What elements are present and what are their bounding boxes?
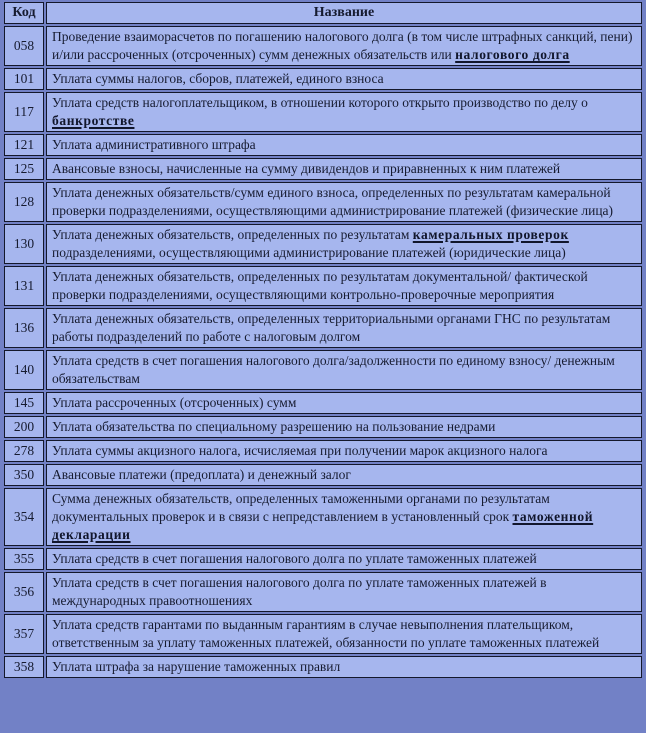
- name-text: Уплата средств гарантами по выданным гарантиям в случае невыполнения плательщиком, ответственным за уплату таможенных платежей, обязанности по уплате таможенных платежей: [52, 617, 600, 650]
- table-row: [4, 440, 642, 462]
- table-row: [4, 224, 642, 264]
- table-row: [4, 464, 642, 486]
- code-cell: 356: [4, 572, 44, 612]
- table-body: [4, 26, 642, 678]
- name-cell: [46, 26, 642, 66]
- table-row: [4, 656, 642, 678]
- name-text: Уплата денежных обязательств/сумм единого взноса, определенных по результатам камеральной проверки подразделениями, осуществляющими администрирование платежей (физические лица): [52, 185, 614, 218]
- name-cell: [46, 224, 642, 264]
- payment-codes-table: [2, 0, 644, 680]
- name-cell: [46, 308, 642, 348]
- code-cell: 121: [4, 134, 44, 156]
- name-text: Уплата суммы налогов, сборов, платежей, единого взноса: [52, 71, 384, 86]
- table-row: [4, 308, 642, 348]
- table-row: [4, 182, 642, 222]
- name-cell: [46, 464, 642, 486]
- name-text: Проведение взаиморасчетов по погашению налогового долга (в том числе штрафных санкций, пени) и/или рассроченных (отсроченных) сумм денежных обязательств или: [52, 29, 633, 62]
- code-cell: 125: [4, 158, 44, 180]
- code-cell: 136: [4, 308, 44, 348]
- code-cell: 145: [4, 392, 44, 414]
- name-cell: [46, 656, 642, 678]
- name-cell: [46, 572, 642, 612]
- name-cell: [46, 134, 642, 156]
- table-row: [4, 572, 642, 612]
- name-cell: [46, 68, 642, 90]
- name-text: Уплата денежных обязательств, определенных территориальными органами ГНС по результатам работы подразделений по работе с налоговым долгом: [52, 311, 611, 344]
- table-row: [4, 134, 642, 156]
- name-text: Уплата административного штрафа: [52, 137, 256, 152]
- table-row: [4, 26, 642, 66]
- name-text: Сумма денежных обязательств, определенных таможенными органами по результатам документальных проверок и в связи с непредставлением в установленный срок: [52, 491, 550, 524]
- code-cell: 058: [4, 26, 44, 66]
- table-row: [4, 614, 642, 654]
- code-cell: 130: [4, 224, 44, 264]
- name-cell: [46, 440, 642, 462]
- name-text: Уплата средств в счет погашения налогового долга/задолженности по единому взносу/ денежным обязательствам: [52, 353, 615, 386]
- header-name: Название: [46, 2, 642, 24]
- code-cell: 358: [4, 656, 44, 678]
- name-text: Уплата рассроченных (отсроченных) сумм: [52, 395, 297, 410]
- highlighted-term-link[interactable]: камеральных проверок: [412, 227, 569, 242]
- header-code: Код: [4, 2, 44, 24]
- table-row: [4, 548, 642, 570]
- code-cell: 200: [4, 416, 44, 438]
- table-row: [4, 68, 642, 90]
- code-cell: 350: [4, 464, 44, 486]
- name-text: Уплата денежных обязательств, определенных по результатам: [52, 227, 413, 242]
- highlighted-term-link[interactable]: таможенной декларации: [52, 509, 594, 542]
- name-text: Уплата средств в счет погашения налогового долга по уплате таможенных платежей: [52, 551, 537, 566]
- code-cell: 278: [4, 440, 44, 462]
- table-row: [4, 158, 642, 180]
- header-row: [4, 2, 642, 24]
- table-row: [4, 488, 642, 546]
- code-cell: 140: [4, 350, 44, 390]
- table-row: [4, 266, 642, 306]
- name-text: Уплата средств в счет погашения налогового долга по уплате таможенных платежей в международных правоотношениях: [52, 575, 547, 608]
- name-cell: [46, 614, 642, 654]
- name-text: Уплата денежных обязательств, определенных по результатам документальной/ фактической проверки подразделениями, осуществляющими контрольно-проверочные мероприятия: [52, 269, 588, 302]
- code-cell: 354: [4, 488, 44, 546]
- table-row: [4, 416, 642, 438]
- name-text: подразделениями, осуществляющими администрирование платежей (юридические лица): [52, 245, 566, 260]
- code-cell: 117: [4, 92, 44, 132]
- name-text: Уплата штрафа за нарушение таможенных правил: [52, 659, 341, 674]
- table-row: [4, 350, 642, 390]
- name-cell: [46, 266, 642, 306]
- name-cell: [46, 488, 642, 546]
- code-cell: 101: [4, 68, 44, 90]
- code-cell: 131: [4, 266, 44, 306]
- name-text: Уплата суммы акцизного налога, исчисляемая при получении марок акцизного налога: [52, 443, 548, 458]
- table-row: [4, 92, 642, 132]
- name-cell: [46, 182, 642, 222]
- name-cell: [46, 416, 642, 438]
- name-cell: [46, 158, 642, 180]
- code-cell: 355: [4, 548, 44, 570]
- name-text: Уплата обязательства по специальному разрешению на пользование недрами: [52, 419, 496, 434]
- highlighted-term-link[interactable]: налогового долга: [455, 47, 570, 62]
- name-text: Авансовые взносы, начисленные на сумму дивидендов и приравненных к ним платежей: [52, 161, 561, 176]
- name-cell: [46, 350, 642, 390]
- name-cell: [46, 548, 642, 570]
- name-cell: [46, 392, 642, 414]
- name-text: Уплата средств налогоплательщиком, в отношении которого открыто производство по делу о: [52, 95, 588, 110]
- table-row: [4, 392, 642, 414]
- code-cell: 357: [4, 614, 44, 654]
- name-text: Авансовые платежи (предоплата) и денежный залог: [52, 467, 351, 482]
- name-cell: [46, 92, 642, 132]
- code-cell: 128: [4, 182, 44, 222]
- highlighted-term-link[interactable]: банкротстве: [52, 113, 135, 128]
